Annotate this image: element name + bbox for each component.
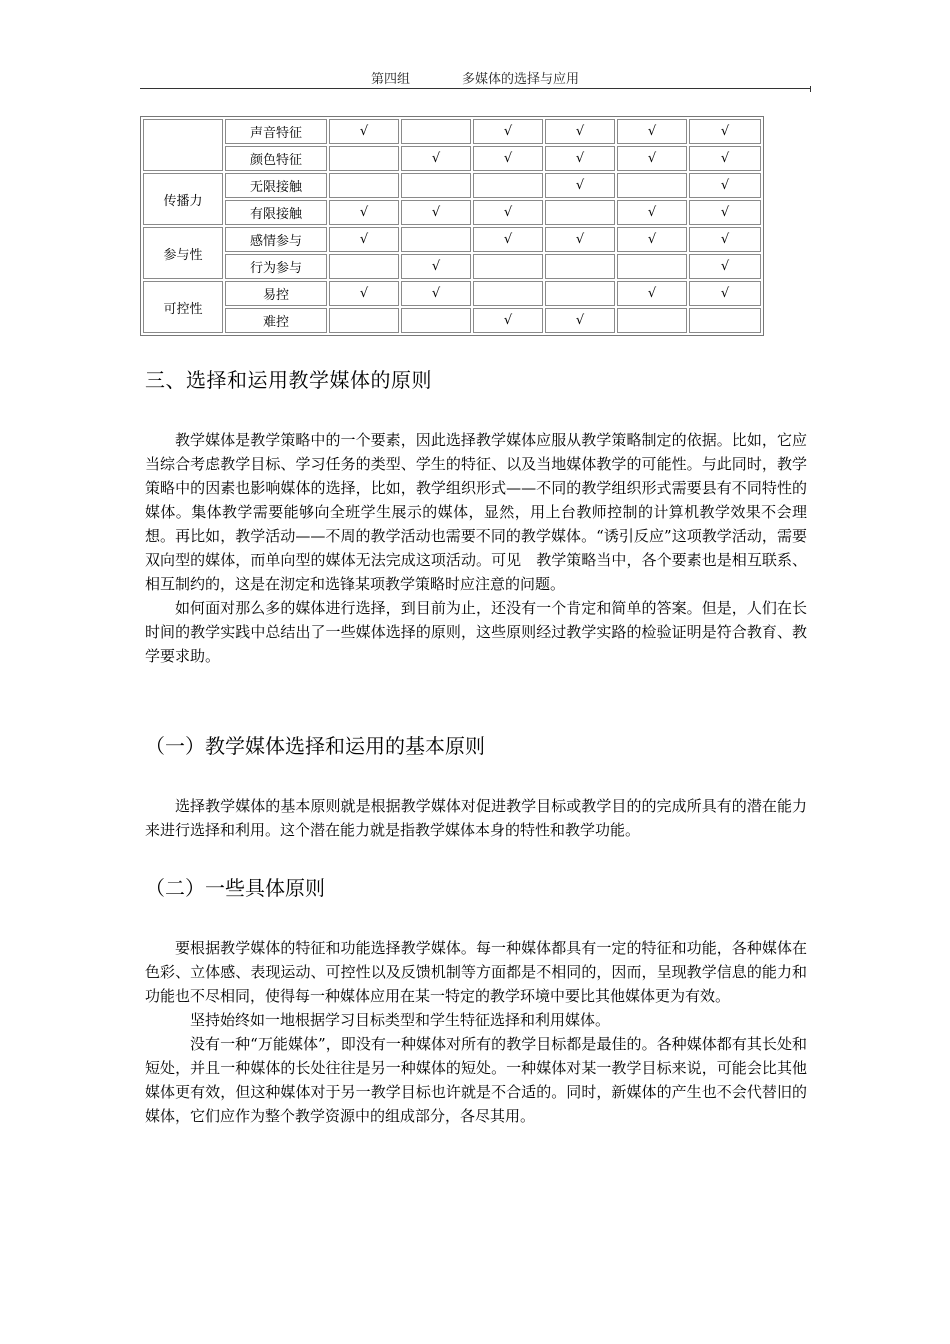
media-features-table [140,116,764,336]
mark-cell: √ [473,308,543,333]
table-row [143,227,761,252]
mark-cell: √ [329,227,399,252]
paragraph: 坚持始终如一地根据学习目标类型和学生特征选择和利用媒体。 [190,1011,611,1029]
mark-cell: √ [473,119,543,144]
page-header [140,68,810,88]
mark-cell [329,173,399,198]
feature-cell: 有限接触 [225,200,327,225]
mark-cell: √ [689,281,761,306]
feature-cell: 感情参与 [225,227,327,252]
mark-cell [689,308,761,333]
mark-cell [401,227,471,252]
mark-cell: √ [545,119,615,144]
mark-cell: √ [401,200,471,225]
mark-cell: √ [473,200,543,225]
mark-cell: √ [689,119,761,144]
mark-cell [617,173,687,198]
paragraph: 选择教学媒体的基本原则就是根据教学媒体对促进教学目标或教学目的的完成所具有的潜在能力来进行选择和利用。这个潜在能力就是指教学媒体本身的特性和教学功能。 [145,797,807,839]
header-group: 第四组 [370,72,410,87]
feature-cell: 颜色特征 [225,146,327,171]
mark-cell: √ [329,119,399,144]
subsection-body [145,936,807,1128]
feature-cell: 行为参与 [225,254,327,279]
table-row [143,200,761,225]
feature-cell: 难控 [225,308,327,333]
mark-cell: √ [689,227,761,252]
mark-cell [545,281,615,306]
section-heading: 三、选择和运用教学媒体的原则 [145,368,432,392]
table-row [143,281,761,306]
mark-cell [473,254,543,279]
feature-cell: 声音特征 [225,119,327,144]
mark-cell: √ [473,146,543,171]
mark-cell: √ [401,254,471,279]
mark-cell [329,308,399,333]
table-row [143,308,761,333]
mark-cell [401,119,471,144]
mark-cell [329,254,399,279]
subsection-heading: （一）教学媒体选择和运用的基本原则 [145,734,485,758]
mark-cell [401,308,471,333]
section-body [145,428,807,668]
table-row [143,146,761,171]
group-cell: 可控性 [143,281,223,333]
mark-cell: √ [401,281,471,306]
mark-cell: √ [545,227,615,252]
table-row [143,119,761,144]
group-cell [143,119,223,171]
mark-cell: √ [689,173,761,198]
table-row [143,173,761,198]
mark-cell [473,173,543,198]
mark-cell: √ [617,146,687,171]
mark-cell: √ [329,281,399,306]
mark-cell [545,200,615,225]
mark-cell [329,146,399,171]
mark-cell: √ [545,146,615,171]
header-title: 多媒体的选择与应用 [462,72,580,87]
paragraph: 要根据教学媒体的特征和功能选择教学媒体。每一种媒体都具有一定的特征和功能，各种媒体在色彩、立体感、表现运动、可控性以及反馈机制等方面都是不相同的，因而，呈现教学信息的能力和功能也不尽相同，使得每一种媒体应用在某一特定的教学环境中要比其他媒体更为有效。 [145,939,807,1005]
mark-cell: √ [689,200,761,225]
mark-cell: √ [689,254,761,279]
mark-cell [617,308,687,333]
paragraph: 如何面对那么多的媒体进行选择，到目前为止，还没有一个肯定和简单的答案。但是，人们在长时间的教学实践中总结出了一些媒体选择的原则，这些原则经过教学实路的检验证明是符合教育、教学要求助。 [145,599,807,665]
header-rule-tick [810,86,811,92]
header-rule [140,88,810,89]
feature-cell: 无限接触 [225,173,327,198]
mark-cell: √ [545,173,615,198]
mark-cell: √ [329,200,399,225]
mark-cell: √ [545,308,615,333]
mark-cell: √ [617,227,687,252]
mark-cell: √ [401,146,471,171]
paragraph: 教学媒体是教学策略中的一个要素，因此选择教学媒体应服从教学策略制定的依据。比如，它应当综合考虑教学目标、学习任务的类型、学生的特征、以及当地媒体教学的可能性。与此同时，教学策略中的因素也影响媒体的选择，比如，教学组织形式——不同的教学组织形式需要县有不同特性的媒体。集体教学需要能够向全班学生展示的媒体，显然，用上台教师控制的计算机教学效果不会理想。再比如，教学活动——不周的教学活动也需要不同的教学媒体。“诱引反应”这项教学活动，需要双向型的媒体，而单向型的媒体无法完成这项活动。可见 教学策略当中，各个要素也是相互联系、相互制约的，这是在沏定和选锋某项教学策略时应注意的问题。 [145,431,807,593]
feature-cell: 易控 [225,281,327,306]
mark-cell: √ [617,281,687,306]
mark-cell [473,281,543,306]
mark-cell: √ [473,227,543,252]
group-cell: 传播力 [143,173,223,225]
mark-cell [545,254,615,279]
mark-cell: √ [617,200,687,225]
mark-cell [401,173,471,198]
mark-cell: √ [689,146,761,171]
subsection-body [145,794,807,842]
mark-cell: √ [617,119,687,144]
mark-cell [617,254,687,279]
paragraph: 没有一种“万能媒体”，即没有一种媒体对所有的教学目标都是最佳的。各种媒体都有其长处和短处，并且一种媒体的长处往往是另一种媒体的短处。一种媒体对某一教学目标来说，可能会比其他媒体更有效，但这种媒体对于另一教学目标也许就是不合适的。同时，新媒体的产生也不会代替旧的媒体，它们应作为整个教学资源中的组成部分，各尽其用。 [145,1035,807,1125]
group-cell: 参与性 [143,227,223,279]
table-row [143,254,761,279]
subsection-heading: （二）一些具体原则 [145,876,325,900]
